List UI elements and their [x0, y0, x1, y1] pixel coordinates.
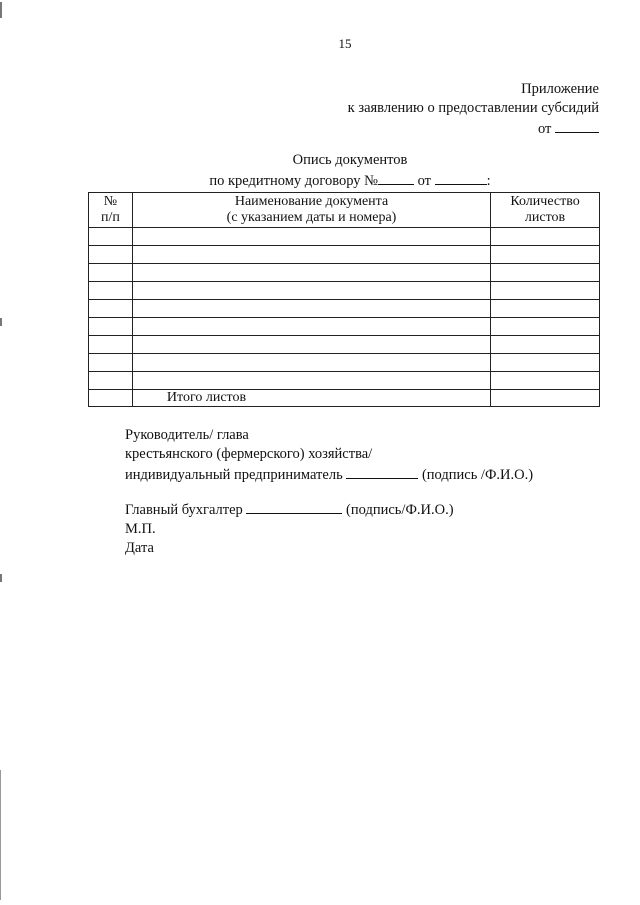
header-qty-line2: листов [524, 210, 566, 225]
cell-number [89, 372, 133, 390]
cell-document [132, 246, 490, 264]
header-name-line2: (с указанием даты и номера) [226, 210, 397, 225]
table-row [89, 336, 600, 354]
contract-suffix: : [486, 173, 491, 189]
cell-document [132, 264, 490, 282]
cell-sheets [491, 282, 600, 300]
appendix-header [348, 80, 599, 139]
table-total-row [89, 390, 600, 407]
cell-sheets [491, 264, 600, 282]
title-line: Опись документов [292, 152, 408, 168]
contract-prefix: по кредитному договору № [209, 173, 378, 189]
cell-number [89, 390, 133, 407]
contract-line [0, 170, 640, 191]
table-row [89, 282, 600, 300]
contract-date-blank [435, 170, 487, 185]
accountant-signature-blank [246, 499, 342, 514]
stamp-label: М.П. [125, 521, 156, 537]
cell-number [89, 300, 133, 318]
contract-number-blank [378, 170, 414, 185]
table-row [89, 300, 600, 318]
head-title-line2: крестьянского (фермерского) хозяйства/ [125, 446, 373, 462]
header-number-line1: № [103, 194, 118, 209]
head-signature-blank [346, 464, 418, 479]
header-number-line2: п/п [101, 210, 120, 225]
head-title-line1: Руководитель/ глава [125, 427, 249, 443]
header-sheets-count [491, 193, 600, 228]
header-name-line1: Наименование документа [234, 194, 389, 209]
table-row [89, 228, 600, 246]
cell-document [132, 282, 490, 300]
cell-number [89, 282, 133, 300]
cell-sheets [491, 318, 600, 336]
cell-document [132, 300, 490, 318]
cell-document [132, 372, 490, 390]
head-title-line3: индивидуальный предприниматель [125, 467, 343, 483]
appendix-date-blank [555, 118, 599, 133]
appendix-date-prefix: от [537, 121, 552, 137]
header-number [89, 193, 133, 228]
table-row [89, 264, 600, 282]
appendix-subtitle: к заявлению о предоставлении субсидий [347, 100, 599, 116]
scan-edge-mark [0, 318, 2, 326]
scan-edge-mark [0, 770, 1, 900]
appendix-title: Приложение [521, 81, 599, 97]
documents-table [88, 192, 600, 407]
document-title [0, 151, 640, 191]
table-row [89, 354, 600, 372]
header-qty-line1: Количество [510, 194, 580, 209]
cell-number [89, 228, 133, 246]
cell-number [89, 336, 133, 354]
signature-block [125, 426, 533, 558]
contract-from: от [417, 173, 432, 189]
appendix-date-line [348, 118, 599, 139]
scan-edge-mark [0, 574, 2, 582]
page-number: 15 [338, 36, 352, 51]
table-header-row [89, 193, 600, 228]
cell-number [89, 354, 133, 372]
total-label: Итого листов [132, 390, 490, 407]
cell-sheets [491, 228, 600, 246]
table-row [89, 318, 600, 336]
cell-document [132, 318, 490, 336]
cell-sheets [491, 336, 600, 354]
cell-document [132, 336, 490, 354]
cell-sheets [491, 354, 600, 372]
header-document-name [132, 193, 490, 228]
cell-number [89, 318, 133, 336]
head-signature-line [125, 464, 533, 485]
accountant-signature-line [125, 499, 533, 520]
cell-document [132, 354, 490, 372]
table-row [89, 372, 600, 390]
cell-number [89, 246, 133, 264]
accountant-signature-caption: (подпись/Ф.И.О.) [346, 502, 454, 518]
cell-total-sheets [491, 390, 600, 407]
cell-number [89, 264, 133, 282]
head-signature-caption: (подпись /Ф.И.О.) [421, 467, 534, 483]
cell-document [132, 228, 490, 246]
table-row [89, 246, 600, 264]
date-label: Дата [125, 540, 154, 556]
scan-edge-mark [0, 2, 2, 18]
cell-sheets [491, 300, 600, 318]
cell-sheets [491, 372, 600, 390]
accountant-title: Главный бухгалтер [125, 502, 243, 518]
cell-sheets [491, 246, 600, 264]
